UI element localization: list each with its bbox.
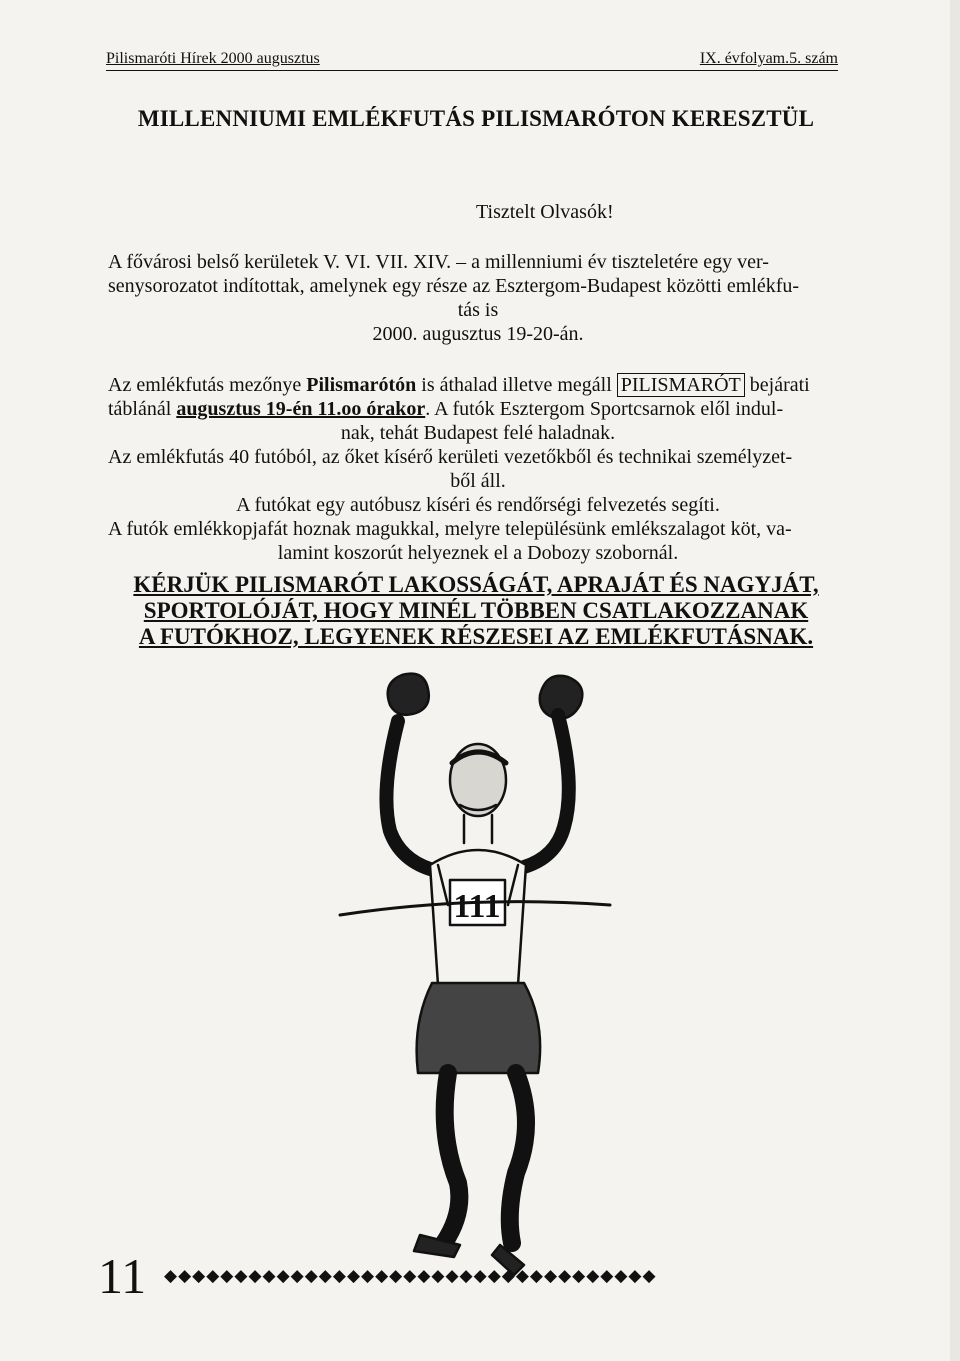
paragraph-2-line-4: Az emlékfutás 40 futóból, az őket kísérő kerületi vezetőkből és technikai személyzet- — [108, 446, 793, 468]
right-leg — [510, 1073, 526, 1243]
runner-illustration — [320, 665, 620, 1285]
page-number: 11 — [98, 1248, 147, 1304]
left-arm — [386, 721, 430, 869]
appeal-line-3: A FUTÓKHOZ, LEGYENEK RÉSZESEI AZ EMLÉKFUTÁSNAK. — [138, 624, 814, 649]
paragraph-2-line-8: lamint koszorút helyeznek el a Dobozy szobornál. — [277, 542, 679, 564]
shorts — [417, 983, 541, 1073]
neck — [464, 815, 492, 843]
paragraph-2-line-1: Az emlékfutás mezőnye Pilismarótón is áthalad illetve megáll PILISMARÓT bejárati — [108, 374, 810, 396]
header-issue: IX. évfolyam.5. szám — [699, 50, 838, 67]
paragraph-1 — [108, 250, 848, 346]
town-sign-label: PILISMARÓT — [617, 373, 745, 397]
paragraph-2-line-3: nak, tehát Budapest felé haladnak. — [340, 422, 616, 444]
paragraph-1-line-1: A fővárosi belső kerületek V. VI. VII. XIV. – a millenniumi év tiszteletére egy ver- — [108, 251, 769, 273]
scan-edge — [950, 0, 960, 1361]
greeting: Tisztelt Olvasók! — [476, 201, 614, 223]
appeal-line-2: SPORTOLÓJÁT, HOGY MINÉL TÖBBEN CSATLAKOZZANAK — [143, 598, 809, 623]
event-datetime: augusztus 19-én 11.oo órakor — [176, 398, 426, 420]
paragraph-2 — [108, 373, 848, 565]
left-leg — [444, 1073, 459, 1243]
paragraph-1-line-4: 2000. augusztus 19-20-án. — [372, 323, 584, 345]
paragraph-1-line-2: senysorozatot indítottak, amelynek egy része az Esztergom-Budapest közötti emlékfu- — [108, 275, 800, 297]
paragraph-2-line-7: A futók emlékkopjafát hoznak magukkal, melyre településünk emlékszalagot köt, va- — [108, 518, 792, 540]
paragraph-2-line-5: ből áll. — [450, 470, 506, 492]
place-name: Pilismarótón — [306, 374, 417, 396]
page-header — [106, 48, 838, 71]
diamond-rule: ◆◆◆◆◆◆◆◆◆◆◆◆◆◆◆◆◆◆◆◆◆◆◆◆◆◆◆◆◆◆◆◆◆◆◆ — [164, 1266, 657, 1286]
header-publication: Pilismaróti Hírek 2000 augusztus — [106, 50, 320, 67]
appeal-callout — [96, 572, 856, 650]
left-fist — [388, 674, 429, 715]
paragraph-2-line-2: táblánál augusztus 19-én 11.oo órakor. A futók Esztergom Sportcsarnok elől indul- — [108, 398, 784, 420]
bib-number: 111 — [453, 888, 501, 925]
paragraph-1-line-3: tás is — [457, 299, 499, 321]
right-arm — [524, 715, 569, 867]
paragraph-2-line-6: A futókat egy autóbusz kíséri és rendőrségi felvezetés segíti. — [236, 494, 720, 516]
page-footer — [96, 1246, 856, 1306]
appeal-line-1: KÉRJÜK PILISMARÓT LAKOSSÁGÁT, APRAJÁT ÉS NAGYJÁT, — [133, 572, 819, 597]
article-title: MILLENNIUMI EMLÉKFUTÁS PILISMARÓTON KERESZTÜL — [137, 106, 815, 131]
